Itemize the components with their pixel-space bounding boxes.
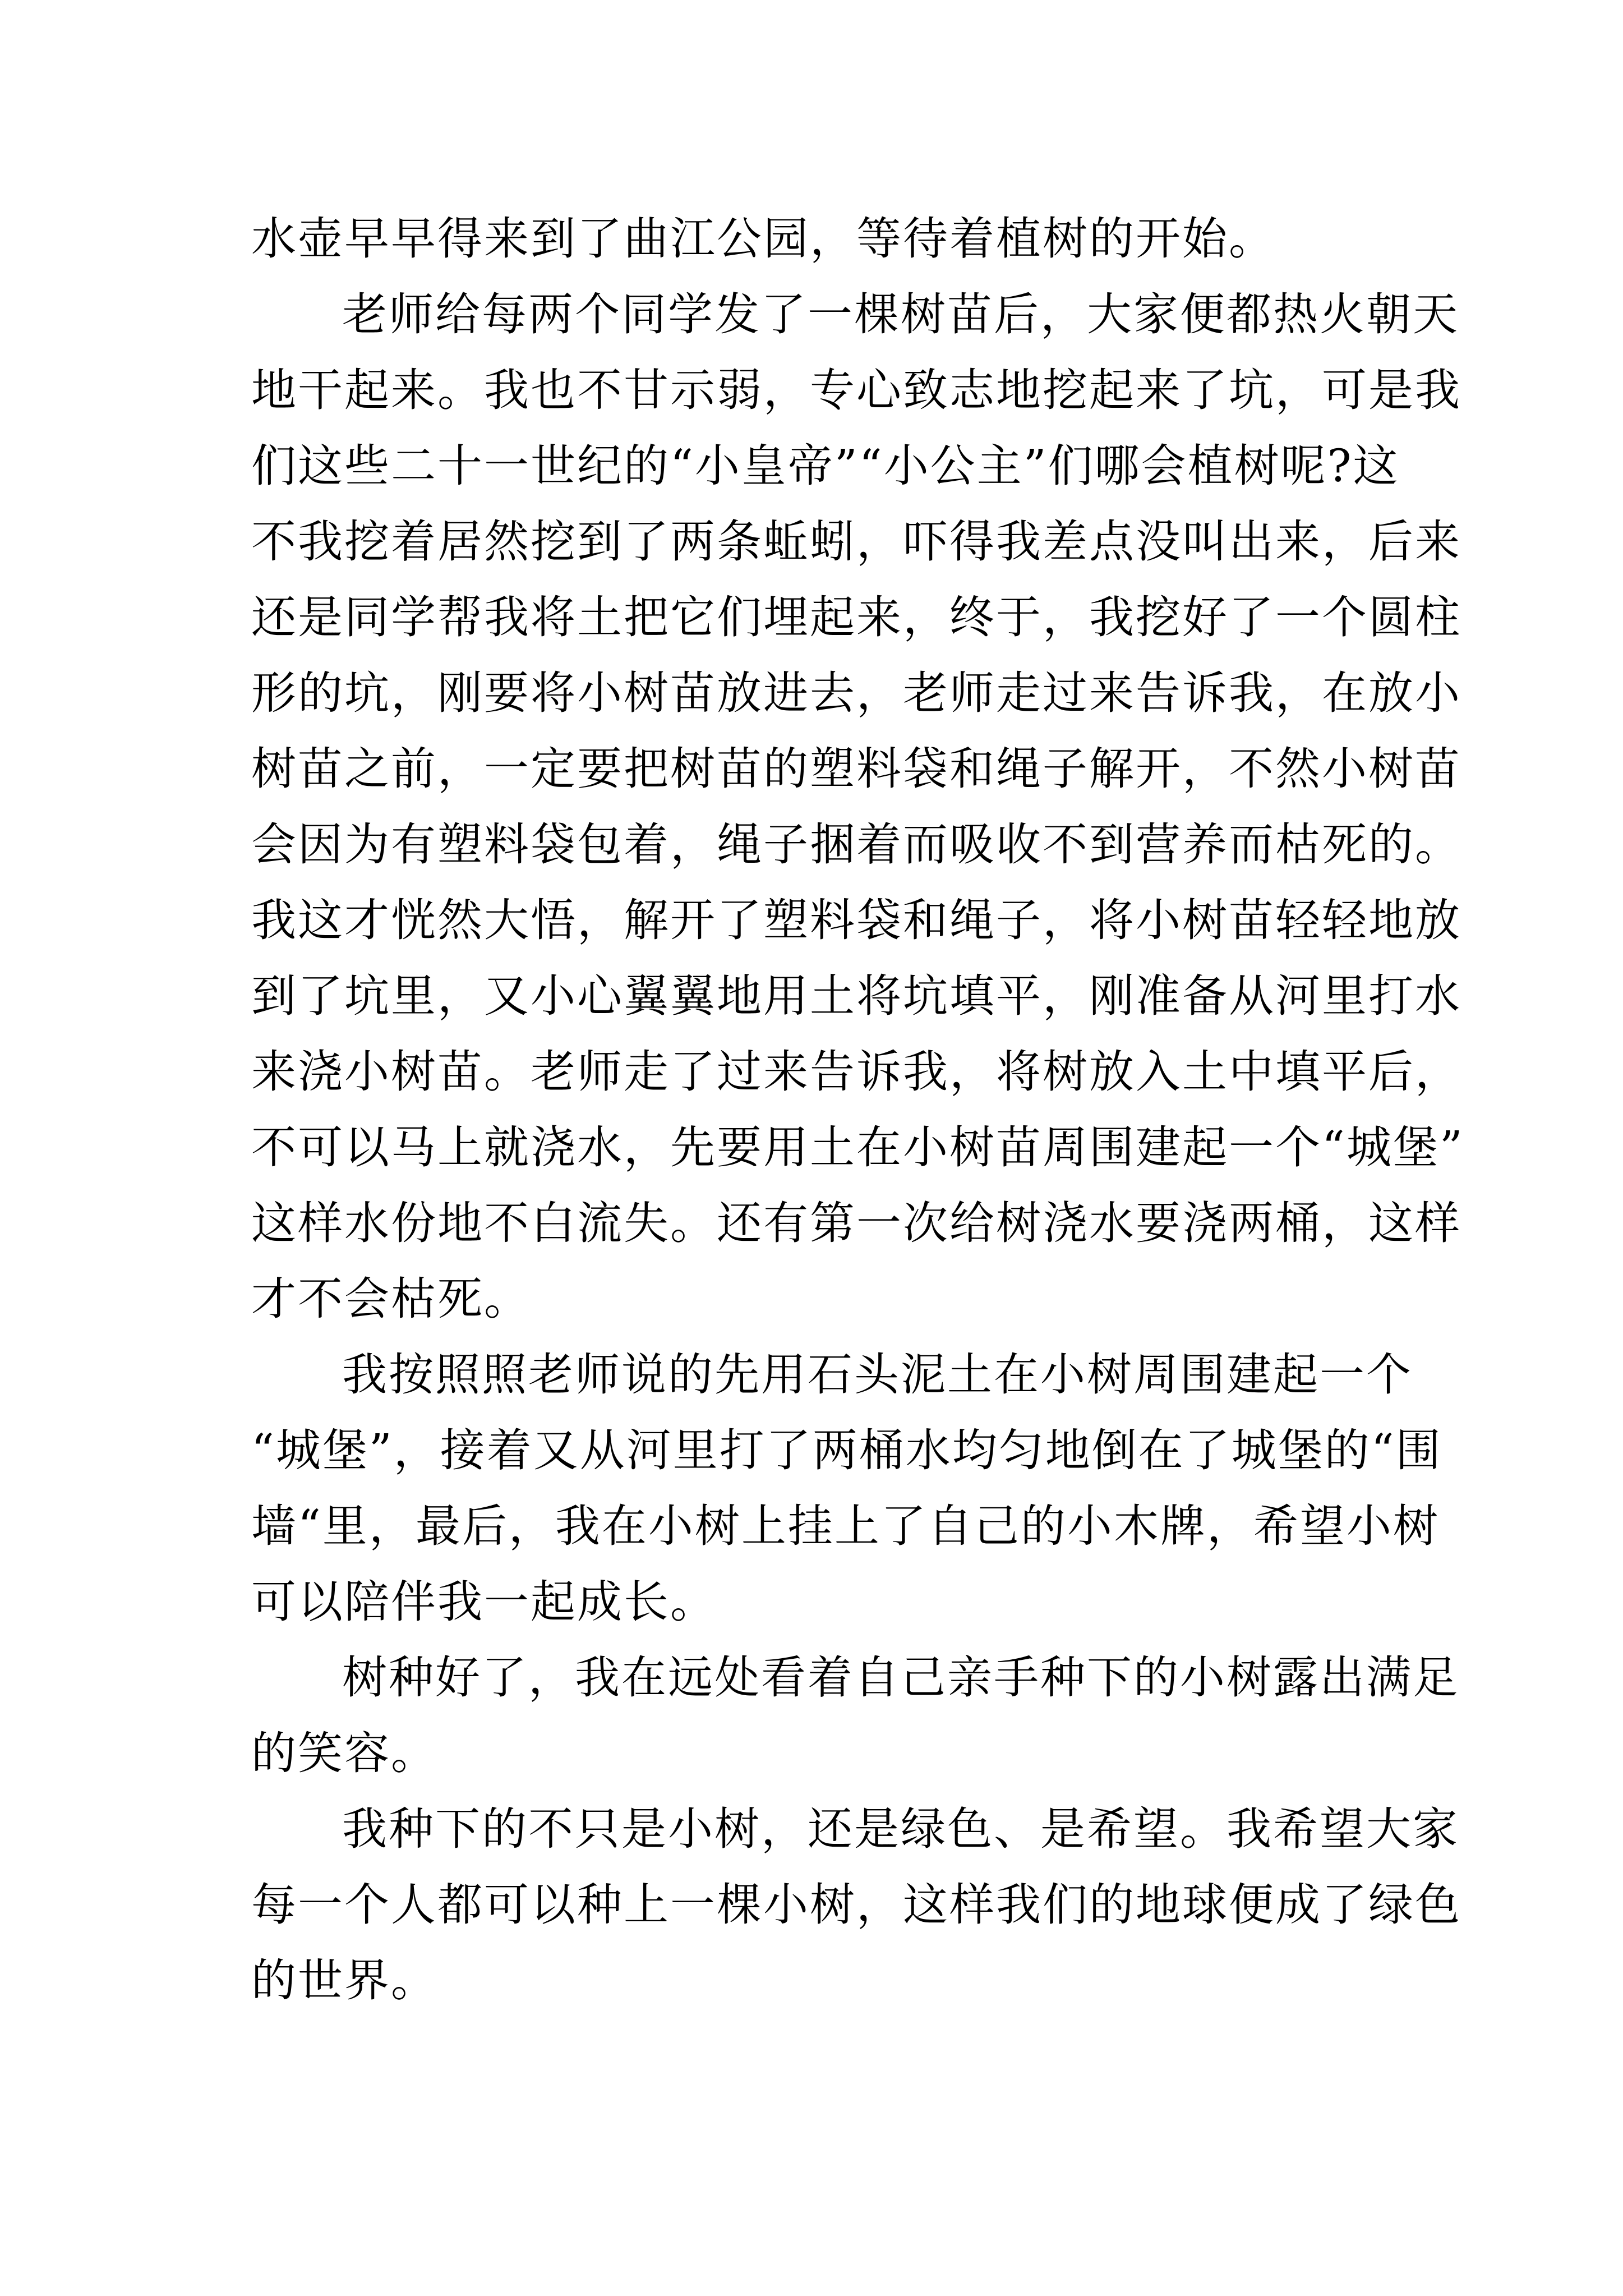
text-line: 的世界。 bbox=[251, 1954, 437, 2007]
text-line: 们这些二十一世纪的“小皇帝”“小公主”们哪会植树呢?这 bbox=[251, 440, 1400, 492]
text-line: “城堡”，接着又从河里打了两桶水均匀地倒在了城堡的“围 bbox=[251, 1424, 1442, 1476]
text-line: 墙“里，最后，我在小树上挂上了自己的小木牌，希望小树 bbox=[251, 1500, 1440, 1552]
text-line: 才不会枯死。 bbox=[251, 1273, 531, 1325]
text-line: 树种好了，我在远处看着自己亲手种下的小树露出满足 bbox=[342, 1651, 1459, 1704]
text-line: 我种下的不只是小树，还是绿色、是希望。我希望大家 bbox=[342, 1803, 1459, 1855]
text-line: 的笑容。 bbox=[251, 1727, 437, 1779]
text-line: 树苗之前，一定要把树苗的塑料袋和绳子解开，不然小树苗 bbox=[251, 743, 1461, 795]
text-line: 会因为有塑料袋包着，绳子捆着而吸收不到营养而枯死的。 bbox=[251, 818, 1461, 871]
text-line: 老师给每两个同学发了一棵树苗后，大家便都热火朝天 bbox=[342, 288, 1459, 341]
text-line: 地干起来。我也不甘示弱，专心致志地挖起来了坑，可是我 bbox=[251, 364, 1461, 416]
text-line: 不可以马上就浇水，先要用土在小树苗周围建起一个“城堡” bbox=[251, 1121, 1464, 1174]
text-line: 不我挖着居然挖到了两条蚯蚓，吓得我差点没叫出来，后来 bbox=[251, 516, 1461, 568]
text-line: 形的坑，刚要将小树苗放进去，老师走过来告诉我，在放小 bbox=[251, 667, 1461, 719]
text-line: 来浇小树苗。老师走了过来告诉我，将树放入土中填平后， bbox=[251, 1046, 1461, 1098]
document-body bbox=[251, 201, 1464, 2018]
text-line: 这样水份地不白流失。还有第一次给树浇水要浇两桶，这样 bbox=[251, 1197, 1461, 1249]
text-line: 可以陪伴我一起成长。 bbox=[251, 1576, 717, 1628]
text-line: 我按照照老师说的先用石头泥土在小树周围建起一个 bbox=[342, 1349, 1413, 1401]
text-line: 水壶早早得来到了曲江公园，等待着植树的开始。 bbox=[251, 213, 1275, 265]
text-line: 还是同学帮我将土把它们埋起来，终于，我挖好了一个圆柱 bbox=[251, 591, 1461, 643]
text-line: 到了坑里，又小心翼翼地用土将坑填平，刚准备从河里打水 bbox=[251, 970, 1461, 1022]
text-line: 我这才恍然大悟，解开了塑料袋和绳子，将小树苗轻轻地放 bbox=[251, 894, 1461, 946]
text-line: 每一个人都可以种上一棵小树，这样我们的地球便成了绿色 bbox=[251, 1879, 1461, 1931]
